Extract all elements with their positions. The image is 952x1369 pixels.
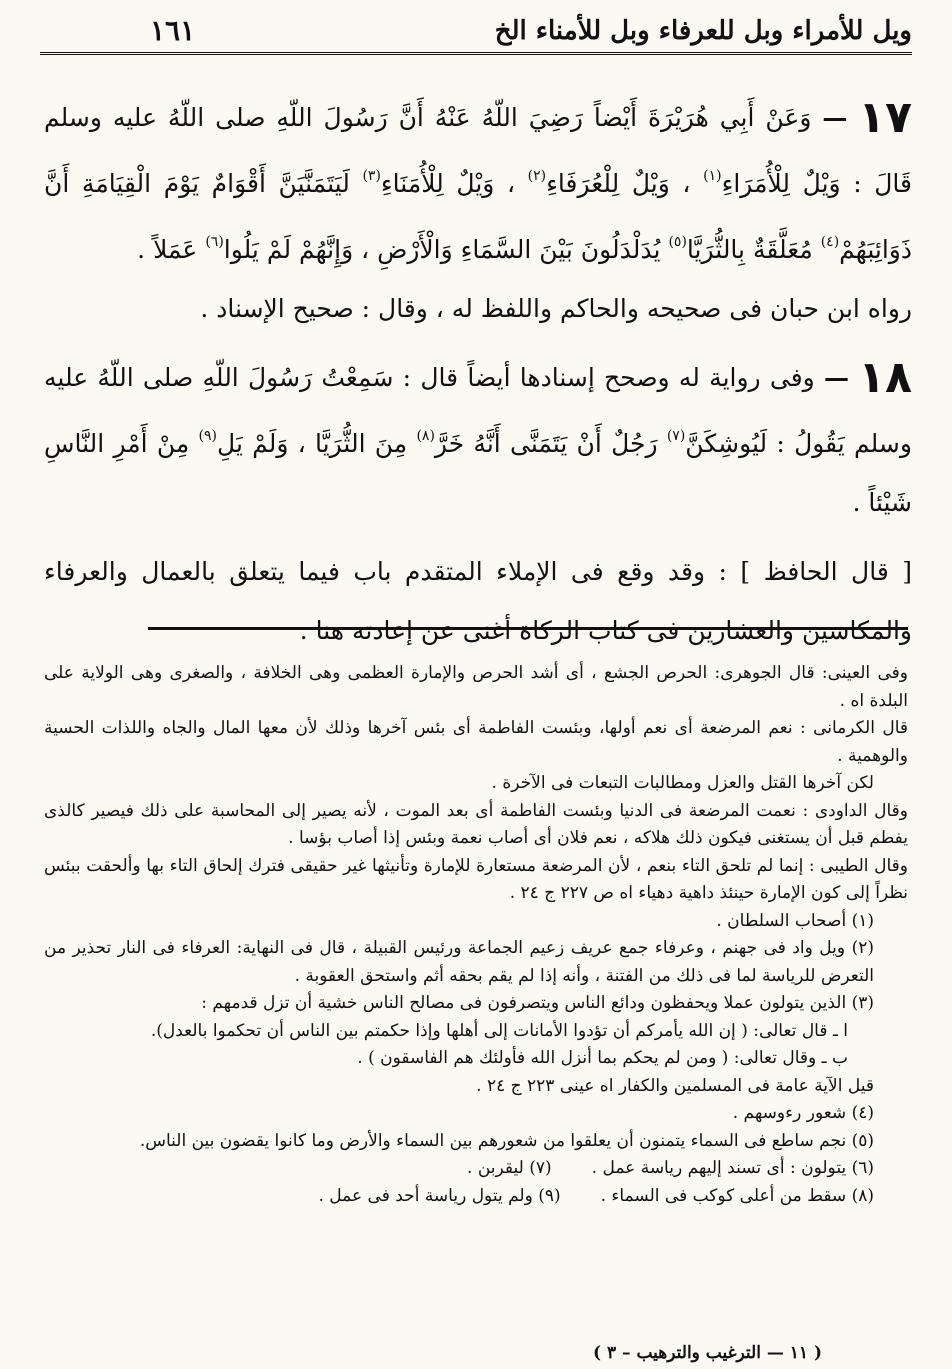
hadith-text: ، وَيْلٌ لِلْأُمَنَاءِ xyxy=(380,169,516,198)
footnote-text: وفى العينى: قال الجوهرى: الحرص الجشع ، أى أشد الحرص والإمارة العظمى وهى الخلافة ، والصغرى وهى الولاية على البلدة اه . xyxy=(44,663,908,711)
footnote-text: لكن آخرها القتل والعزل ومطالبات التبعات فى الآخرة . xyxy=(491,773,874,793)
footnote-3: (٣) الذين يتولون عملا ويحفظون ودائع الناس ويتصرفون فى مصالح الناس خشية أن تزل قدمهم : xyxy=(201,993,874,1013)
note-ref: (١) xyxy=(703,168,722,184)
hafiz-note: [ قال الحافظ ] : وقد وقع فى الإملاء المتقدم باب فيما يتعلق بالعمال والعرفاء والمكاسين والعشارين فى كتاب الزكاة أغنى عن إعادته هنا . xyxy=(44,557,912,645)
hadith-text: مِنْ أَمْرِ النَّاسِ شَيْئاً . xyxy=(44,429,912,517)
hadith-text: مِنَ الثُّرَيَّا ، وَلَمْ يَلِ xyxy=(217,429,408,458)
footnote-8: (٨) سقط من أعلى كوكب فى السماء . xyxy=(600,1185,874,1206)
hadith-text: ، وَيْلٌ لِلْعُرَفَاءِ xyxy=(546,169,691,198)
footnote-8-9 xyxy=(44,1183,908,1211)
note-ref: (٣) xyxy=(362,168,381,184)
footnote-text: وقال الطيبى : إنما لم تلحق التاء بنعم ، لأن المرضعة مستعارة للإمارة وتأنيثها غير حقيقى فترك إلحاق التاء بها وألحقت ببئس نظراً إلى كون الإمارة حينئذ داهية دهياء اه ص ٢٢٧ ج ٢٤ . xyxy=(44,855,908,903)
running-head xyxy=(40,12,912,52)
hadith-17 xyxy=(44,88,912,279)
book-signature: ( ١١ — الترغيب والترهيب – ٣ ) xyxy=(593,1343,822,1363)
main-text xyxy=(44,88,912,660)
dash: — xyxy=(822,103,848,132)
header-rule xyxy=(40,52,912,55)
hadith-text: رَجُلٌ أَنْ يَتَمَنَّى أَنَّهُ خَرَّ xyxy=(434,429,658,458)
hadith-18 xyxy=(44,348,912,532)
note-ref: (٤) xyxy=(820,234,840,250)
footnote-5: (٥) نجم ساطع فى السماء يتمنون أن يعلقوا من شعورهم بين السماء والأرض وما كانوا يقضون بين الناس. xyxy=(139,1130,874,1151)
footnote-text: قال الكرمانى : نعم المرضعة أى نعم أولها، وبئست الفاطمة أى بئس آخرها وذلك لأن معها المال والجاه واللذات الحسية والوهمية . xyxy=(44,718,908,766)
footnote-3a: ا ـ قال تعالى: ( إن الله يأمركم أن تؤدوا الأمانات إلى أهلها وإذا حكمتم بين الناس أن تحكموا بالعدل). xyxy=(150,1020,848,1041)
hadith-text: يُدَلْدَلُونَ بَيْنَ السَّمَاءِ وَالْأَرْضِ ، وَإِنَّهُمْ لَمْ يَلُوا xyxy=(223,235,661,264)
footnote-3b: ب ـ وقال تعالى: ( ومن لم يحكم بما أنزل الله فأولئك هم الفاسقون ) . xyxy=(357,1048,848,1068)
footnote-3c: قيل الآية عامة فى المسلمين والكفار اه عينى ٢٢٣ ج ٢٤ . xyxy=(476,1075,874,1096)
hadith-number: ١٧ xyxy=(858,92,912,143)
chapter-title: ويل للأمراء وبل للعرفاء وبل للأمناء الخ xyxy=(494,16,912,46)
footnote-text: وقال الداودى : نعمت المرضعة فى الدنيا وبئست الفاطمة أى بعد الموت ، لأنه يصير إلى المحاسبة على ذلك فيصير كالذى يفطم قبل أن يستغنى فيكون ذلك هلاكه ، نعم فلان أى أصاب نعمة وبئس إذا أصاب بؤسا . xyxy=(44,800,908,848)
hadith-text: مُعَلَّقَةٌ بِالثُّرَيَّا xyxy=(686,235,813,264)
footnote-2: (٢) ويل واد فى جهنم ، وعرفاء جمع عريف زعيم الجماعة ورئيس القبيلة ، قال فى النهاية: العرفاء فى النار تحذير من التعرض للرياسة لما فى ذلك من الفتنة ، وأنه إذا لم يقم بحقه أثم واستحق العقوبة . xyxy=(44,938,874,986)
dash: — xyxy=(824,363,850,392)
note-ref: (٦) xyxy=(205,234,224,250)
hadith-number: ١٨ xyxy=(858,352,912,403)
note-ref: (٢) xyxy=(527,168,547,184)
hadith-text: عَمَلاً . xyxy=(137,235,198,264)
hadith-text: وَعَنْ أَبِي هُرَيْرَةَ أَيْضاً رَضِيَ اللّهُ عَنْهُ أَنَّ رَسُولَ اللّهِ صلى اللّهُ عليه وسلم قَالَ : وَيْلٌ لِلْأُمَرَاءِ xyxy=(44,103,912,198)
footnotes xyxy=(44,660,908,1210)
hadith-17-source: رواه ابن حبان فى صحيحه والحاكم واللفظ له ، وقال : صحيح الإسناد . xyxy=(200,294,912,323)
footnote-1: (١) أصحاب السلطان . xyxy=(716,910,874,931)
hadith-text: وفى رواية له وصحح إسنادها أيضاً قال : سَمِعْتُ رَسُولَ اللّهِ صلى اللّهُ عليه وسلم يَقُولُ : لَيُوشِكَنَّ xyxy=(44,363,912,458)
page-number: ١٦١ xyxy=(150,14,196,47)
footnote-4: (٤) شعور رءوسهم . xyxy=(732,1103,874,1123)
hadith-text: لَيَتَمَنَّيَنَّ أَقْوَامٌ يَوْمَ الْقِيَامَةِ أَنَّ ذَوَائِبَهُمْ xyxy=(44,169,912,264)
footnote-7: (٧) ليقربن . xyxy=(467,1158,552,1178)
footnote-6: (٦) يتولون : أى تسند إليهم رياسة عمل . xyxy=(591,1158,874,1178)
note-ref: (٧) xyxy=(666,428,686,444)
note-ref: (٩) xyxy=(198,428,218,444)
note-ref: (٥) xyxy=(668,234,687,250)
footnote-9: (٩) ولم يتول رياسة أحد فى عمل . xyxy=(318,1185,561,1206)
footnote-6-7 xyxy=(44,1155,908,1183)
footnote-divider xyxy=(148,627,908,630)
note-ref: (٨) xyxy=(416,428,435,444)
